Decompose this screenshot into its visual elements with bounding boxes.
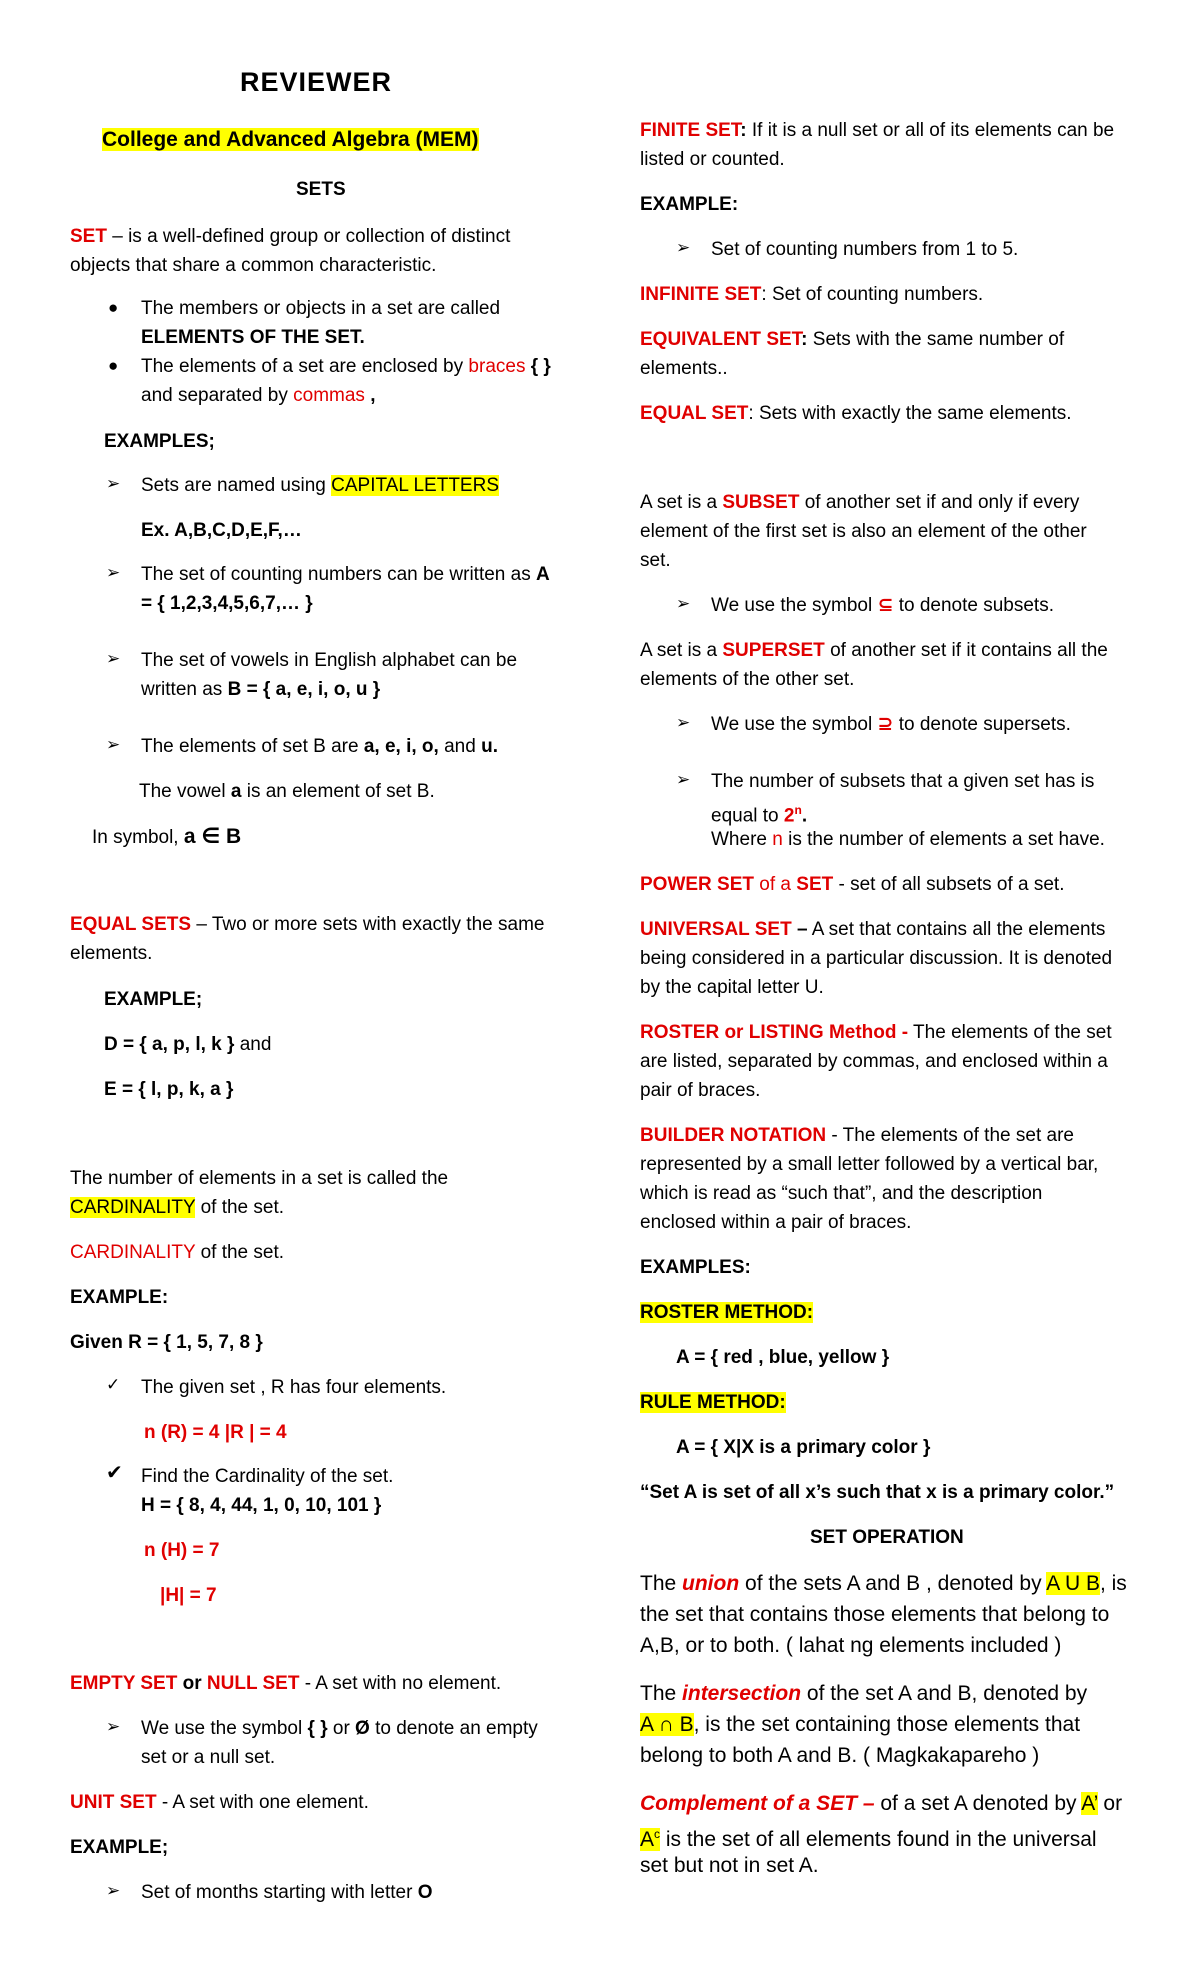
text: a, e, i, o, bbox=[363, 736, 439, 757]
examples-heading: EXAMPLES: bbox=[640, 1257, 751, 1278]
text: The elements of the set bbox=[908, 1022, 1112, 1043]
builder-term: BUILDER NOTATION bbox=[640, 1125, 827, 1146]
finite-set-term: FINITE SET bbox=[640, 120, 741, 141]
cardinality-line2 bbox=[70, 1193, 284, 1222]
complement-term: Complement of a SET – bbox=[640, 1792, 875, 1815]
equal-set-term: EQUAL SET bbox=[640, 403, 749, 424]
cardinality-term: CARDINALITY bbox=[70, 1242, 196, 1263]
roster-line3: pair of braces. bbox=[640, 1080, 761, 1101]
months-line bbox=[141, 1878, 432, 1907]
text: Where bbox=[711, 829, 773, 850]
text: of a set A denoted by bbox=[874, 1792, 1082, 1815]
text: and separated by bbox=[141, 385, 294, 406]
text: : bbox=[740, 120, 747, 141]
universal-line1 bbox=[640, 915, 1105, 944]
union-term: union bbox=[682, 1572, 740, 1595]
text: , is the set containing those elements that bbox=[693, 1713, 1081, 1736]
text: - A set with no element. bbox=[299, 1673, 502, 1694]
empty-bullet-line1 bbox=[141, 1714, 538, 1743]
superset-line2: elements of the other set. bbox=[640, 669, 855, 690]
set-a-label: A bbox=[536, 564, 550, 585]
text: of the sets A and B , denoted by bbox=[739, 1572, 1047, 1595]
roster-example: A = { red , blue, yellow } bbox=[676, 1347, 890, 1368]
text: : Set of counting numbers. bbox=[761, 284, 984, 305]
arrow-bullet-icon: ➢ bbox=[676, 594, 691, 613]
text: A set is a bbox=[640, 640, 723, 661]
arrow-bullet-icon: ➢ bbox=[676, 713, 691, 732]
rule-method-label: RULE METHOD: bbox=[640, 1392, 786, 1413]
arrow-bullet-icon: ➢ bbox=[106, 563, 121, 582]
text: If it is a null set or all of its elements can be bbox=[746, 120, 1115, 141]
equivalent-line1 bbox=[640, 325, 1064, 354]
text: In symbol, bbox=[92, 827, 184, 848]
text: Sets are named using bbox=[141, 475, 332, 496]
equal-set-line bbox=[640, 399, 1072, 428]
empty-set-term: EMPTY SET bbox=[70, 1673, 178, 1694]
set-b-def: B = { a, e, i, o, u } bbox=[227, 679, 381, 700]
n-r-formula: n (R) = 4 |R | = 4 bbox=[144, 1422, 287, 1443]
text: Sets with the same number of bbox=[807, 329, 1065, 350]
subset-line3: set. bbox=[640, 550, 671, 571]
power-set-line bbox=[640, 870, 1065, 899]
text: of the set A and B, denoted by bbox=[801, 1682, 1088, 1705]
text: a bbox=[230, 781, 242, 802]
equal-sets-term: EQUAL SETS bbox=[70, 914, 192, 935]
example-heading: EXAMPLE; bbox=[70, 1837, 169, 1858]
finite-line2: listed or counted. bbox=[640, 149, 785, 170]
roster-term: ROSTER or LISTING Method - bbox=[640, 1022, 909, 1043]
equivalent-set-term: EQUIVALENT SET bbox=[640, 329, 802, 350]
unit-set-term: UNIT SET bbox=[70, 1792, 157, 1813]
roster-line1 bbox=[640, 1018, 1112, 1047]
superset-term: SUPERSET bbox=[722, 640, 825, 661]
exponent-n: n bbox=[794, 803, 802, 817]
text: of a bbox=[754, 874, 797, 895]
text: We use the symbol bbox=[711, 714, 878, 735]
infinite-line bbox=[640, 280, 983, 309]
superset-symbol-line bbox=[711, 710, 1071, 739]
text: or bbox=[1097, 1792, 1123, 1815]
symbol-line bbox=[92, 822, 241, 852]
text: SET bbox=[796, 874, 834, 895]
example-heading: EXAMPLE: bbox=[640, 194, 739, 215]
check2-line1: Find the Cardinality of the set. bbox=[141, 1466, 394, 1487]
braces-symbol: { } bbox=[525, 356, 551, 377]
text: . bbox=[801, 805, 808, 827]
arrow-bullet-icon: ➢ bbox=[106, 735, 121, 754]
example2-line2: = { 1,2,3,4,5,6,7,… } bbox=[141, 593, 313, 614]
power-set-term: POWER SET bbox=[640, 874, 755, 895]
equal-sets-line1 bbox=[70, 910, 544, 939]
universal-line2: being considered in a particular discussion. It is denoted bbox=[640, 948, 1113, 969]
text: and bbox=[234, 1034, 272, 1055]
subset-line2: element of the first set is also an element of the other bbox=[640, 521, 1087, 542]
intersection-line3: belong to both A and B. ( Magkakapareho ) bbox=[640, 1744, 1040, 1767]
text: to denote an empty bbox=[369, 1718, 538, 1739]
text: is the set of all elements found in the universal bbox=[660, 1828, 1097, 1851]
rule-quote: “Set A is set of all x’s such that x is a primary color.” bbox=[640, 1482, 1115, 1503]
complement-notation-prime: A’ bbox=[1081, 1792, 1098, 1815]
bullet-dot-icon: ● bbox=[108, 298, 119, 317]
text: A set that contains all the elements bbox=[807, 919, 1106, 940]
union-line1 bbox=[640, 1568, 1127, 1599]
set-e-line: E = { l, p, k, a } bbox=[104, 1079, 234, 1100]
bullet2-line1 bbox=[141, 352, 551, 381]
vowel-line bbox=[139, 777, 435, 806]
abs-h-formula: |H| = 7 bbox=[160, 1585, 217, 1606]
finite-example: Set of counting numbers from 1 to 5. bbox=[711, 239, 1019, 260]
text: n bbox=[772, 829, 783, 850]
text: The elements of a set are enclosed by bbox=[141, 356, 469, 377]
text: equal to bbox=[711, 805, 784, 827]
complement-line3: set but not in set A. bbox=[640, 1854, 819, 1877]
example3-line2 bbox=[141, 675, 380, 704]
intersection-line1 bbox=[640, 1678, 1087, 1709]
superset-symbol: ⊇ bbox=[877, 714, 894, 735]
cardinality-line3 bbox=[70, 1238, 284, 1267]
unit-set-line bbox=[70, 1788, 369, 1817]
text: is the number of elements a set have. bbox=[782, 829, 1105, 850]
roster-line2: are listed, separated by commas, and enclosed within a bbox=[640, 1051, 1108, 1072]
rule-example: A = { X|X is a primary color } bbox=[676, 1437, 931, 1458]
subset-symbol-line bbox=[711, 591, 1054, 620]
union-notation: A U B bbox=[1046, 1572, 1100, 1595]
text: A set is a bbox=[640, 492, 723, 513]
set-definition-line2: objects that share a common characteristic. bbox=[70, 255, 437, 276]
text: O bbox=[417, 1882, 433, 1903]
rule-method-heading bbox=[640, 1388, 786, 1417]
text: The vowel bbox=[139, 781, 231, 802]
example1-line bbox=[141, 471, 499, 500]
text: is an element of set B. bbox=[241, 781, 435, 802]
text: of the set. bbox=[195, 1197, 285, 1218]
text: of another set if and only if every bbox=[799, 492, 1080, 513]
num-subsets-line3 bbox=[711, 825, 1105, 854]
text: to denote supersets. bbox=[893, 714, 1071, 735]
set-operation-heading: SET OPERATION bbox=[810, 1527, 964, 1548]
universal-set-term: UNIVERSAL SET bbox=[640, 919, 792, 940]
sets-heading: SETS bbox=[296, 179, 346, 200]
roster-method-label: ROSTER METHOD: bbox=[640, 1302, 814, 1323]
num-subsets-line1: The number of subsets that a given set has is bbox=[711, 771, 1095, 792]
empty-set-symbol: Ø bbox=[355, 1718, 370, 1739]
intersection-term: intersection bbox=[682, 1682, 802, 1705]
infinite-set-term: INFINITE SET bbox=[640, 284, 762, 305]
text: or bbox=[177, 1673, 207, 1694]
course-title-text: College and Advanced Algebra (MEM) bbox=[102, 128, 479, 151]
text: Set of months starting with letter bbox=[141, 1882, 418, 1903]
text: , is bbox=[1099, 1572, 1127, 1595]
text: - A set with one element. bbox=[156, 1792, 369, 1813]
text: { } bbox=[307, 1718, 328, 1739]
universal-line3: by the capital letter U. bbox=[640, 977, 824, 998]
superset-line1 bbox=[640, 636, 1108, 665]
text: or bbox=[327, 1718, 356, 1739]
commas-word: commas bbox=[293, 385, 365, 406]
example4-line bbox=[141, 732, 498, 761]
example3-line1: The set of vowels in English alphabet can be bbox=[141, 650, 518, 671]
arrow-bullet-icon: ➢ bbox=[106, 1881, 121, 1900]
page-title: REVIEWER bbox=[240, 67, 393, 97]
text: We use the symbol bbox=[141, 1718, 308, 1739]
text: to denote subsets. bbox=[893, 595, 1054, 616]
complement-line1 bbox=[640, 1788, 1122, 1819]
check2-line2: H = { 8, 4, 44, 1, 0, 10, 101 } bbox=[141, 1495, 382, 1516]
intersection-line2 bbox=[640, 1709, 1080, 1740]
text: The set of counting numbers can be written as bbox=[141, 564, 536, 585]
arrow-bullet-icon: ➢ bbox=[106, 1717, 121, 1736]
empty-set-line bbox=[70, 1669, 501, 1698]
text: We use the symbol bbox=[711, 595, 878, 616]
text: and bbox=[438, 736, 482, 757]
capital-letters-highlight: CAPITAL LETTERS bbox=[331, 475, 499, 496]
text: written as bbox=[141, 679, 228, 700]
set-d-line bbox=[104, 1030, 271, 1059]
text: 2 bbox=[783, 805, 795, 827]
bullet1-line1: The members or objects in a set are called bbox=[141, 298, 501, 319]
n-h-formula: n (H) = 7 bbox=[144, 1540, 220, 1561]
given-r-line: Given R = { 1, 5, 7, 8 } bbox=[70, 1332, 263, 1353]
subset-symbol: ⊆ bbox=[877, 595, 894, 616]
builder-line2: represented by a small letter followed by a vertical bar, bbox=[640, 1154, 1099, 1175]
subset-line1 bbox=[640, 488, 1079, 517]
cardinality-highlight: CARDINALITY bbox=[70, 1197, 196, 1218]
text: c bbox=[654, 1827, 661, 1841]
example-heading: EXAMPLE; bbox=[104, 989, 203, 1010]
element-of-symbol: a ∈ B bbox=[183, 825, 242, 848]
finite-line1 bbox=[640, 116, 1114, 145]
text: : Sets with exactly the same elements. bbox=[748, 403, 1072, 424]
arrow-bullet-icon: ➢ bbox=[106, 649, 121, 668]
text: A bbox=[640, 1828, 655, 1851]
set-def-text: – is a well-defined group or collection of distinct bbox=[106, 226, 511, 247]
text: The bbox=[640, 1682, 683, 1705]
text: : bbox=[801, 329, 808, 350]
text: – bbox=[791, 919, 808, 940]
arrow-bullet-icon: ➢ bbox=[106, 474, 121, 493]
arrow-bullet-icon: ➢ bbox=[676, 238, 691, 257]
roster-method-heading bbox=[640, 1298, 813, 1327]
text: of the set. bbox=[195, 1242, 285, 1263]
example2-line1 bbox=[141, 560, 550, 589]
equivalent-line2: elements.. bbox=[640, 358, 728, 379]
builder-line3: which is read as “such that”, and the description bbox=[640, 1183, 1043, 1204]
text: – Two or more sets with exactly the same bbox=[191, 914, 545, 935]
text: - set of all subsets of a set. bbox=[833, 874, 1065, 895]
comma-symbol: , bbox=[364, 385, 376, 406]
cardinality-line1: The number of elements in a set is called the bbox=[70, 1168, 449, 1189]
course-title bbox=[102, 124, 479, 155]
builder-line1 bbox=[640, 1121, 1074, 1150]
example1-letters: Ex. A,B,C,D,E,F,… bbox=[141, 520, 302, 541]
text: The elements of set B are bbox=[141, 736, 364, 757]
examples-heading: EXAMPLES; bbox=[104, 431, 215, 452]
empty-bullet-line2: set or a null set. bbox=[141, 1747, 276, 1768]
text: u. bbox=[481, 736, 498, 757]
arrow-bullet-icon: ➢ bbox=[676, 770, 691, 789]
set-term: SET bbox=[70, 226, 107, 247]
null-set-term: NULL SET bbox=[206, 1673, 300, 1694]
builder-line4: enclosed within a pair of braces. bbox=[640, 1212, 912, 1233]
bullet-dot-icon: ● bbox=[108, 356, 119, 375]
subset-term: SUBSET bbox=[722, 492, 800, 513]
union-line2: the set that contains those elements that belong to bbox=[640, 1603, 1110, 1626]
check1-line: The given set , R has four elements. bbox=[141, 1377, 447, 1398]
bullet2-line2 bbox=[141, 381, 375, 410]
bullet1-line2: ELEMENTS OF THE SET. bbox=[141, 327, 365, 348]
union-line3: A,B, or to both. ( lahat ng elements included ) bbox=[640, 1634, 1062, 1657]
braces-word: braces bbox=[468, 356, 526, 377]
text: - The elements of the set are bbox=[826, 1125, 1074, 1146]
example-heading: EXAMPLE: bbox=[70, 1287, 169, 1308]
set-definition-line1 bbox=[70, 222, 510, 251]
checkmark-icon: ✔ bbox=[106, 1462, 123, 1484]
complement-notation-c bbox=[640, 1828, 660, 1851]
text: The bbox=[640, 1572, 683, 1595]
equal-sets-line2: elements. bbox=[70, 943, 153, 964]
checkmark-icon: ✓ bbox=[106, 1375, 121, 1394]
set-d: D = { a, p, l, k } bbox=[104, 1034, 235, 1055]
intersection-notation: A ∩ B bbox=[640, 1713, 694, 1736]
text: of another set if it contains all the bbox=[824, 640, 1108, 661]
